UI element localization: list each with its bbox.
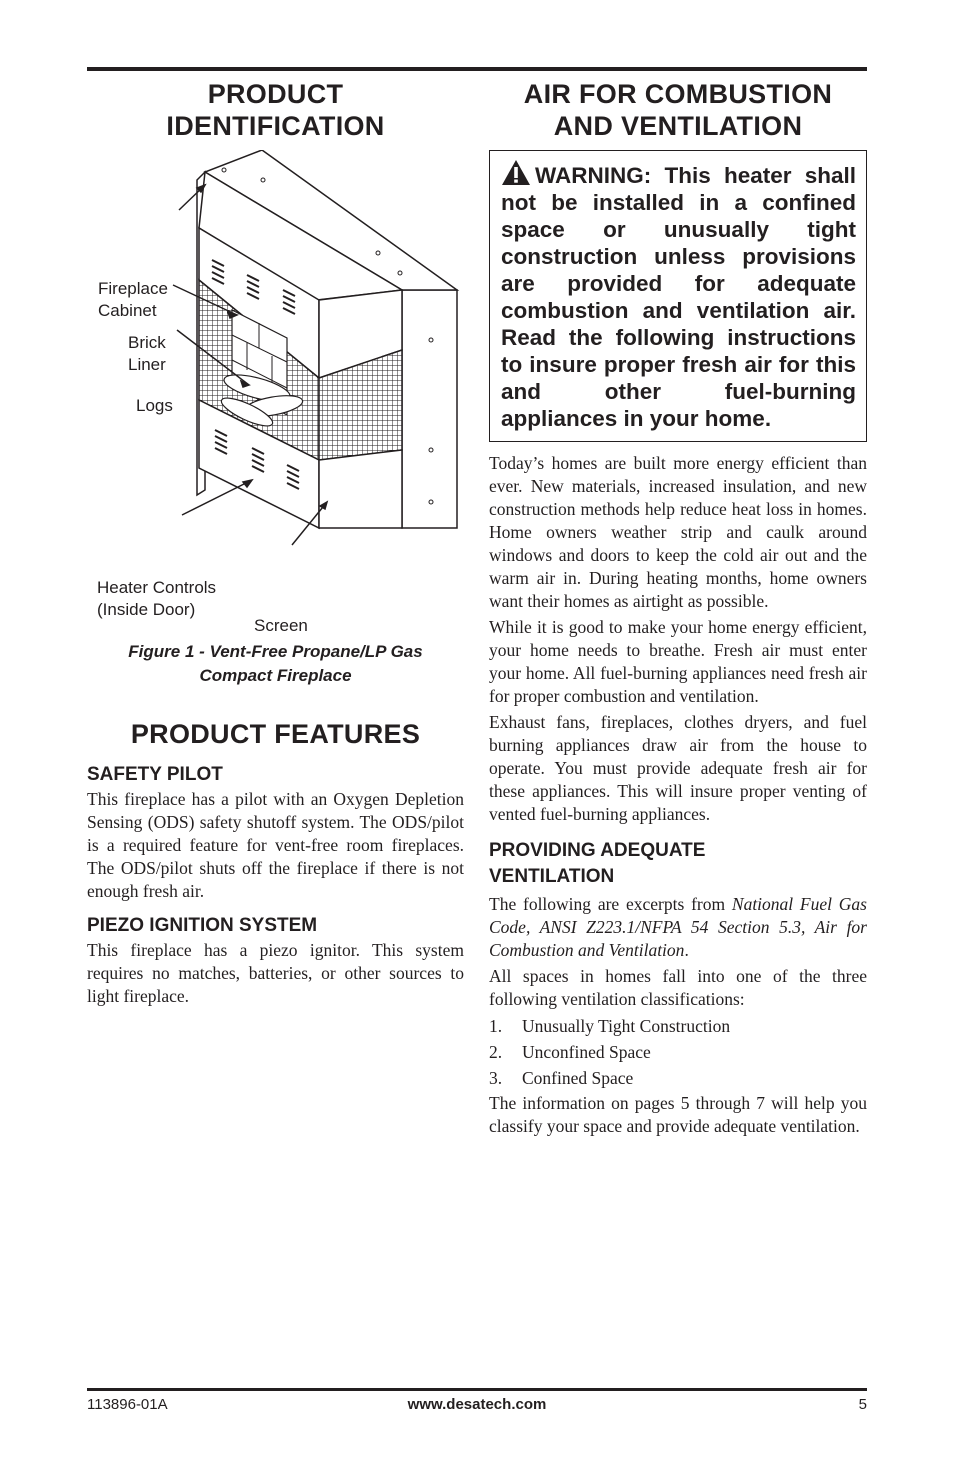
warning-text: WARNING: This heater shall not be installed in a confined space or unusually tight construction unless provisions are provided for adequate combustion and ventilation air. Read the following instructions to insure proper fresh air for this and other fuel-burning appliances in your home. (501, 159, 856, 432)
callout-screen: Screen (254, 616, 308, 635)
figure-caption: Figure 1 - Vent-Free Propane/LP Gas Compact Fireplace (128, 642, 423, 685)
footer-website: www.desatech.com (407, 1396, 547, 1413)
safety-pilot-heading: SAFETY PILOT (87, 764, 223, 785)
list-item: 2. Unconfined Space (489, 1042, 651, 1062)
product-features-title: PRODUCT FEATURES (130, 719, 421, 749)
list-item: 3. Confined Space (489, 1068, 634, 1088)
left-column (87, 78, 464, 1008)
footer-doc-number: 113896-01A (87, 1396, 168, 1413)
piezo-text: This fireplace has a piezo ignitor. This system requires no matches, batteries, or other sources to light fireplace. (87, 940, 464, 1006)
excerpts-intro: The following are excerpts from National Fuel Gas Code, ANSI Z223.1/NFPA 54 Section 5.3, Air for Combustion and Ventilation. (489, 894, 867, 960)
warning-triangle-icon (501, 159, 531, 186)
product-identification-title: PRODUCT IDENTIFICATION (166, 79, 385, 141)
right-column (489, 78, 867, 1138)
callout-brick-liner: Brick Liner (128, 333, 166, 374)
piezo-heading: PIEZO IGNITION SYSTEM (87, 915, 318, 936)
callout-logs: Logs (136, 396, 173, 415)
air-combustion-title: AIR FOR COMBUSTION AND VENTILATION (523, 79, 833, 141)
closing-text: The information on pages 5 through 7 will help you classify your space and provide adequate ventilation. (489, 1093, 867, 1136)
fireplace-figure (87, 150, 464, 635)
warning-box (489, 150, 867, 442)
top-rule (87, 67, 867, 71)
paragraph-breathe: While it is good to make your home energy efficient, your home needs to breathe. Fresh air must enter your home. All fuel-burning appliances need fresh air for proper combustion and ventilation. (489, 617, 867, 706)
footer-page-number: 5 (858, 1396, 867, 1413)
paragraph-exhaust: Exhaust fans, fireplaces, clothes dryers, and fuel burning appliances draw air from the house to operate. You must provide adequate fresh air for these appliances. This will insure proper venting of vented fuel-burning appliances. (489, 712, 867, 824)
paragraph-energy: Today’s homes are built more energy efficient than ever. New materials, increased insulation, and new construction methods help reduce heat loss in homes. Home owners weather strip and caulk around windows and doors to keep the cold air out and the warm air in. During heating months, home owners want their homes as airtight as possible. (489, 453, 867, 611)
classifications-text: All spaces in homes fall into one of the three following ventilation classifications: (489, 966, 867, 1009)
providing-ventilation-heading: PROVIDING ADEQUATE VENTILATION (489, 840, 706, 887)
callout-fireplace-cabinet: Fireplace Cabinet (98, 279, 168, 320)
bottom-rule (87, 1388, 867, 1391)
safety-pilot-text: This fireplace has a pilot with an Oxygen Depletion Sensing (ODS) safety shutoff system. The ODS/pilot is a required feature for vent-free room fireplaces. The ODS/pilot shuts off the fireplace if there is not enough fresh air. (87, 789, 464, 901)
list-item: 1. Unusually Tight Construction (489, 1016, 731, 1036)
classification-list (489, 1013, 867, 1091)
callout-heater-controls: Heater Controls (Inside Door) (97, 578, 217, 619)
